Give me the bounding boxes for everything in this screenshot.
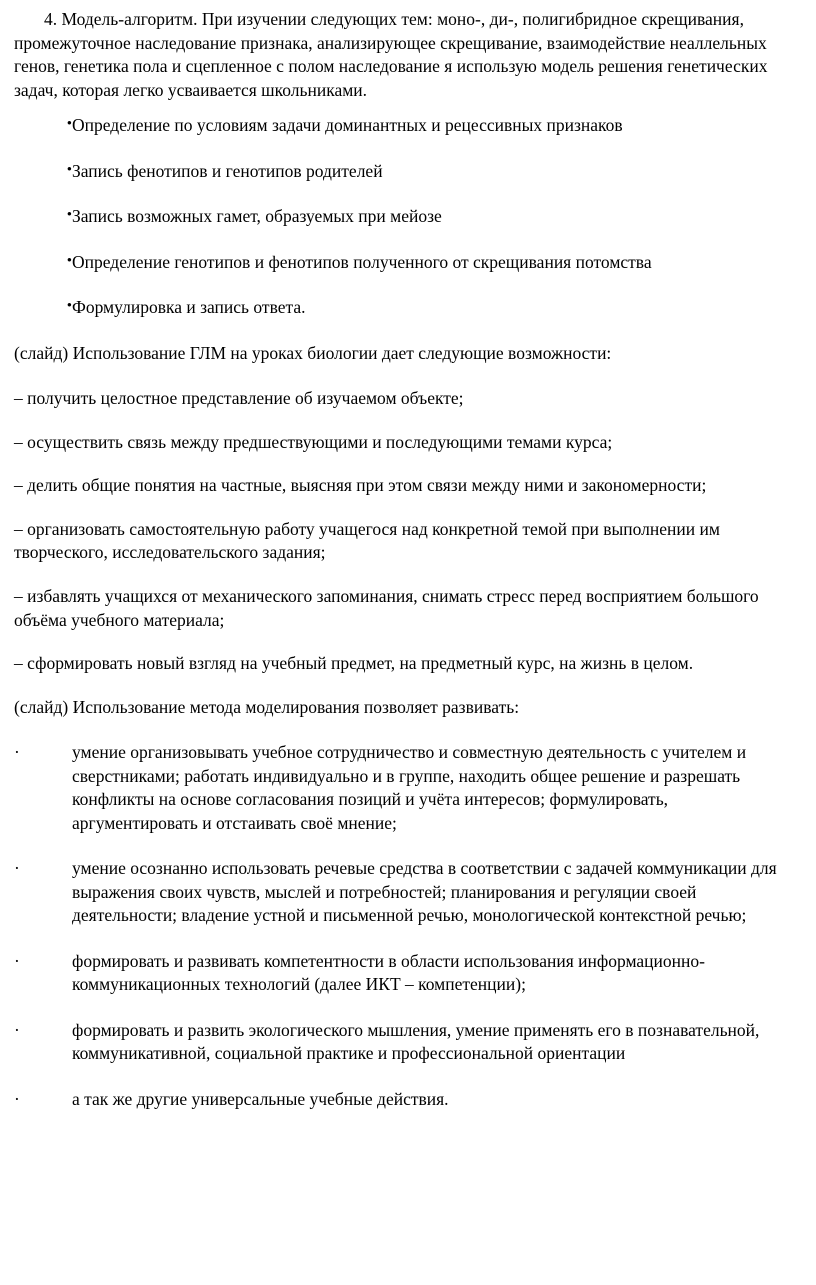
glm-lead-paragraph: (слайд) Использование ГЛМ на уроках биологии дает следующие возможности: bbox=[14, 342, 612, 363]
list-item-text: умение осознанно использовать речевые средства в соответствии с задачей коммуникации для выражения своих чувств, мыслей и потребностей; планирования и регуляции своей деятельности; владение устной и письменной речью, монологической контекстной речью; bbox=[72, 858, 777, 926]
list-item-text: Запись фенотипов и генотипов родителей bbox=[72, 160, 383, 181]
glm-item: – организовать самостоятельную работу учащегося над конкретной темой при выполнении им творческого, исследовательского задания; bbox=[14, 518, 720, 563]
dot-marker: · bbox=[14, 1019, 20, 1040]
list-item-text: Определение генотипов и фенотипов полученного от скрещивания потомства bbox=[72, 251, 652, 272]
list-item bbox=[14, 1088, 798, 1112]
list-item bbox=[14, 1019, 798, 1066]
bullet-marker: • bbox=[66, 161, 72, 178]
glm-item: – получить целостное представление об изучаемом объекте; bbox=[14, 388, 464, 409]
list-item bbox=[14, 296, 798, 320]
bullet-marker: • bbox=[66, 207, 72, 224]
glm-item: – осуществить связь между предшествующими и последующими темами курса; bbox=[14, 431, 613, 452]
list-item-text: Определение по условиям задачи доминантных и рецессивных признаков bbox=[72, 115, 623, 136]
modeling-lead-paragraph: (слайд) Использование метода моделирования позволяет развивать: bbox=[14, 696, 520, 717]
intro-paragraph: 4. Модель-алгоритм. При изучении следующих тем: моно-, ди-, полигибридное скрещивания, промежуточное наследование признака, анализирующее скрещивание, взаимодействие неаллельных генов, генетика пола и сцепленное с полом наследование я использую модель решения генетических задач, которая легко усваивается школьниками. bbox=[14, 9, 768, 100]
list-item bbox=[14, 741, 798, 835]
list-item-text: формировать и развивать компетентности в области использования информационно-коммуникационных технологий (далее ИКТ – компетенции); bbox=[72, 950, 705, 995]
bullet-marker: • bbox=[66, 252, 72, 269]
glm-item: – избавлять учащихся от механического запоминания, снимать стресс перед восприятием большого объёма учебного материала; bbox=[14, 585, 759, 630]
dot-marker: · bbox=[14, 950, 20, 971]
list-item-text: формировать и развить экологического мышления, умение применять его в познавательной, коммуникативной, социальной практике и профессиональной ориентации bbox=[72, 1019, 760, 1064]
list-item bbox=[14, 205, 798, 229]
list-item-text: Запись возможных гамет, образуемых при мейозе bbox=[72, 206, 442, 227]
bullet-marker: • bbox=[66, 298, 72, 315]
list-item-text: умение организовывать учебное сотрудничество и совместную деятельность с учителем и сверстниками; работать индивидуально и в группе, находить общее решение и разрешать конфликты на основе согласования позиций и учёта интересов; формулировать, аргументировать и отстаивать своё мнение; bbox=[72, 742, 747, 833]
dot-marker: · bbox=[14, 1088, 20, 1109]
glm-item: – делить общие понятия на частные, выясняя при этом связи между ними и закономерности; bbox=[14, 475, 707, 496]
dot-marker: · bbox=[14, 858, 20, 879]
list-item bbox=[14, 251, 798, 275]
list-item-text: Формулировка и запись ответа. bbox=[72, 297, 306, 318]
dot-marker: · bbox=[14, 742, 20, 763]
list-item bbox=[14, 950, 798, 997]
list-item bbox=[14, 857, 798, 928]
list-item-text: а так же другие универсальные учебные действия. bbox=[72, 1088, 449, 1109]
list-item bbox=[14, 114, 798, 138]
glm-item: – сформировать новый взгляд на учебный предмет, на предметный курс, на жизнь в целом. bbox=[14, 653, 694, 674]
bullet-marker: • bbox=[66, 116, 72, 133]
list-item bbox=[14, 160, 798, 184]
